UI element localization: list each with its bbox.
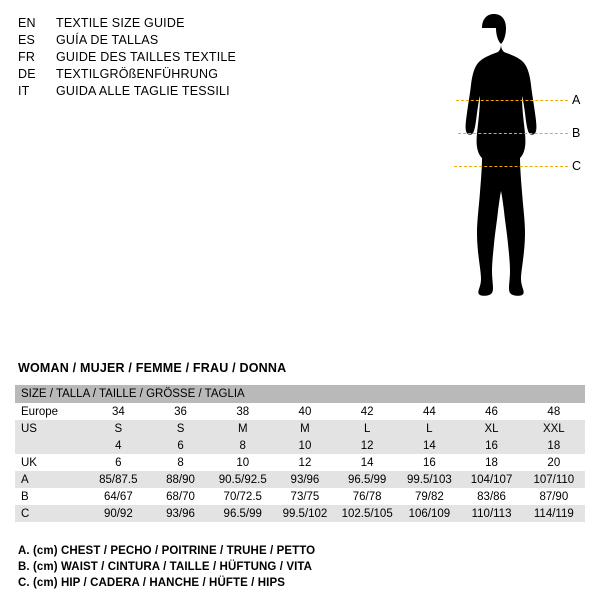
cell: XL: [460, 420, 522, 437]
language-text-es: GUÍA DE TALLAS: [56, 33, 159, 47]
cell: 96.5/99: [336, 471, 398, 488]
table-row: [15, 454, 585, 471]
cell: M: [274, 420, 336, 437]
cell: 70/72.5: [212, 488, 274, 505]
cell: 4: [87, 437, 149, 454]
language-code-fr: FR: [18, 50, 36, 64]
language-code-en: EN: [18, 16, 36, 30]
language-text-de: TEXTILGRÖßENFÜHRUNG: [56, 67, 219, 81]
cell: 88/90: [149, 471, 211, 488]
language-code-de: DE: [18, 67, 36, 81]
table-row: [15, 437, 585, 454]
female-silhouette-icon: [420, 8, 600, 378]
cell: 40: [274, 403, 336, 420]
cell: 34: [87, 403, 149, 420]
measure-label-c: C: [572, 159, 582, 173]
table-header-label: SIZE / TALLA / TAILLE / GRÖSSE / TAGLIA: [15, 385, 585, 403]
cell: 87/90: [523, 488, 585, 505]
cell: 107/110: [523, 471, 585, 488]
cell: 6: [149, 437, 211, 454]
row-label: B: [15, 488, 87, 505]
language-row-de: [18, 67, 318, 84]
cell: 10: [274, 437, 336, 454]
cell: 85/87.5: [87, 471, 149, 488]
cell: 90.5/92.5: [212, 471, 274, 488]
language-text-fr: GUIDE DES TAILLES TEXTILE: [56, 50, 237, 64]
cell: 18: [460, 454, 522, 471]
language-row-it: [18, 84, 318, 101]
cell: 12: [336, 437, 398, 454]
measure-label-b: B: [572, 126, 581, 140]
cell: 73/75: [274, 488, 336, 505]
footnote-c: C. (cm) HIP / CADERA / HANCHE / HÜFTE / HIPS: [18, 577, 286, 589]
measure-label-a: A: [572, 93, 581, 107]
cell: 99.5/102: [274, 505, 336, 522]
cell: 48: [523, 403, 585, 420]
cell: 14: [398, 437, 460, 454]
cell: 90/92: [87, 505, 149, 522]
section-title: WOMAN / MUJER / FEMME / FRAU / DONNA: [18, 361, 287, 375]
cell: 42: [336, 403, 398, 420]
table-row: [15, 505, 585, 522]
cell: 10: [212, 454, 274, 471]
cell: L: [398, 420, 460, 437]
language-row-en: [18, 16, 318, 33]
table-row: [15, 403, 585, 420]
table-row: [15, 488, 585, 505]
footnotes-block: [18, 543, 315, 591]
cell: 83/86: [460, 488, 522, 505]
row-label: Europe: [15, 403, 87, 420]
table-row: [15, 420, 585, 437]
footnote-b: B. (cm) WAIST / CINTURA / TAILLE / HÜFTUNG / VITA: [18, 561, 313, 573]
cell: 79/82: [398, 488, 460, 505]
cell: 102.5/105: [336, 505, 398, 522]
size-table-wrapper: [15, 385, 585, 522]
language-row-es: [18, 33, 318, 50]
cell: 16: [398, 454, 460, 471]
body-figure: [420, 8, 600, 378]
measure-line-b: [458, 133, 568, 134]
cell: 93/96: [149, 505, 211, 522]
cell: 44: [398, 403, 460, 420]
row-label: UK: [15, 454, 87, 471]
cell: M: [212, 420, 274, 437]
row-label: [15, 437, 87, 454]
cell: 46: [460, 403, 522, 420]
cell: XXL: [523, 420, 585, 437]
cell: 6: [87, 454, 149, 471]
cell: 93/96: [274, 471, 336, 488]
size-table: [15, 385, 585, 522]
measure-line-c: [454, 166, 568, 167]
cell: 16: [460, 437, 522, 454]
footnote-a: A. (cm) CHEST / PECHO / POITRINE / TRUHE / PETTO: [18, 545, 316, 557]
cell: 18: [523, 437, 585, 454]
cell: 12: [274, 454, 336, 471]
cell: 110/113: [460, 505, 522, 522]
language-header-block: [18, 16, 318, 101]
cell: 38: [212, 403, 274, 420]
cell: 8: [212, 437, 274, 454]
cell: S: [87, 420, 149, 437]
table-header-row: [15, 385, 585, 403]
cell: 104/107: [460, 471, 522, 488]
cell: 14: [336, 454, 398, 471]
language-code-it: IT: [18, 84, 30, 98]
cell: L: [336, 420, 398, 437]
language-text-en: TEXTILE SIZE GUIDE: [56, 16, 185, 30]
language-text-it: GUIDA ALLE TAGLIE TESSILI: [56, 84, 230, 98]
cell: 8: [149, 454, 211, 471]
cell: 114/119: [523, 505, 585, 522]
cell: 68/70: [149, 488, 211, 505]
cell: 64/67: [87, 488, 149, 505]
cell: 96.5/99: [212, 505, 274, 522]
cell: 20: [523, 454, 585, 471]
cell: 76/78: [336, 488, 398, 505]
row-label: C: [15, 505, 87, 522]
row-label: US: [15, 420, 87, 437]
cell: 106/109: [398, 505, 460, 522]
cell: S: [149, 420, 211, 437]
measure-line-a: [456, 100, 568, 101]
cell: 99.5/103: [398, 471, 460, 488]
table-row: [15, 471, 585, 488]
language-row-fr: [18, 50, 318, 67]
row-label: A: [15, 471, 87, 488]
language-code-es: ES: [18, 33, 36, 47]
cell: 36: [149, 403, 211, 420]
